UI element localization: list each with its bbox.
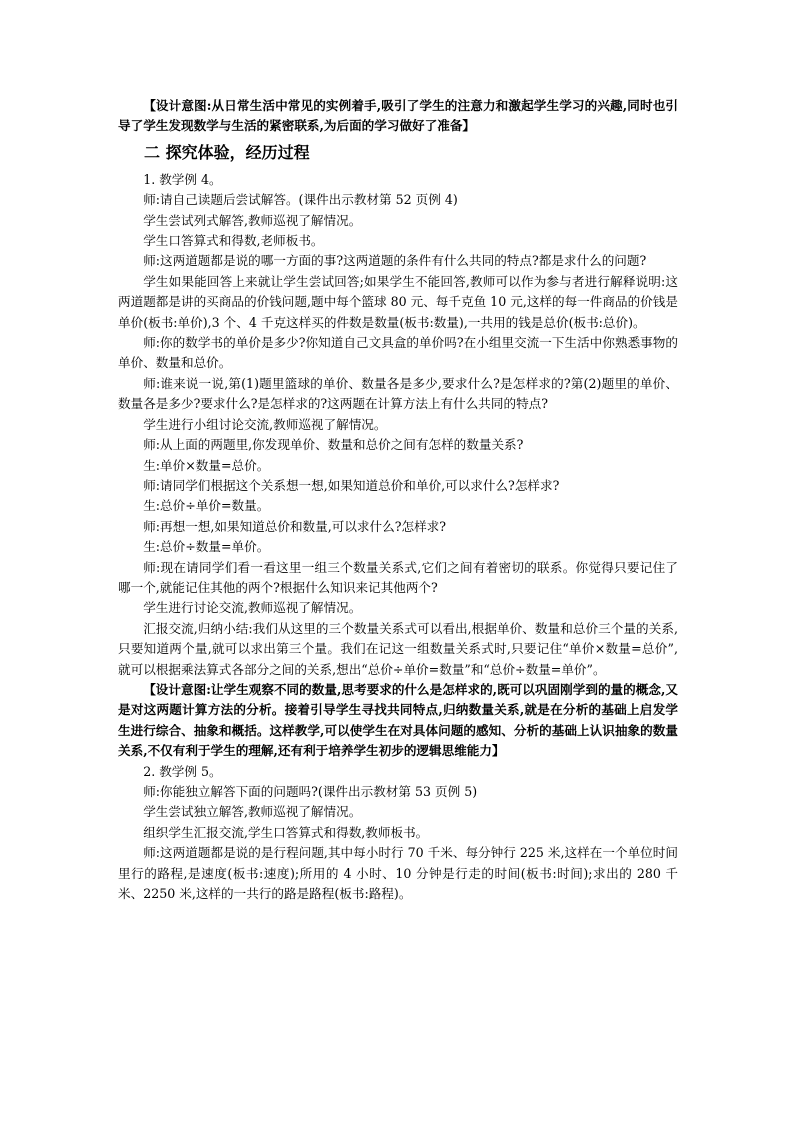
paragraph: 学生尝试独立解答,教师巡视了解情况。	[143, 804, 362, 820]
paragraph: 组织学生汇报交流,学生口答算式和得数,教师板书。	[143, 824, 429, 840]
paragraph: 师:这两道题都是说的是行程问题,其中每小时行 70 千米、每分钟行 225 米,这样在一个单位时间里行的路程,是速度(板书:速度);所用的 4 小时、10 分钟是行走的时间(板书:时间);求出的 280 千米、2250 米,这样的一共行的路是路程(板书:路程)。	[118, 845, 678, 902]
paragraph: 学生进行讨论交流,教师巡视了解情况。	[143, 600, 362, 616]
paragraph: 师:谁来说一说,第(1)题里篮球的单价、数量各是多少,要求什么?是怎样求的?第(2)题里的单价、数量各是多少?要求什么?是怎样求的?这两题在计算方法上有什么共同的特点?	[118, 375, 678, 412]
document-body	[118, 96, 678, 904]
example-4-title: 1. 教学例 4。	[143, 171, 222, 187]
paragraph: 师:再想一想,如果知道总价和数量,可以求什么?怎样求?	[143, 518, 447, 534]
design-intent-paragraph-1: 【设计意图:从日常生活中常见的实例着手,吸引了学生的注意力和激起学生学习的兴趣,同时也引导了学生发现数学与生活的紧密联系,为后面的学习做好了准备】	[118, 98, 678, 134]
paragraph: 生:总价÷数量=单价。	[143, 539, 270, 555]
design-intent-paragraph-2: 【设计意图:让学生观察不同的数量,思考要求的什么是怎样求的,既可以巩固刚学到的量的概念,又是对这两题计算方法的分析。接着引导学生寻找共同特点,归纳数量关系,就是在分析的基础上启发学生进行综合、抽象和概括。这样教学,可以使学生在对具体问题的感知、分析的基础上认识抽象的数量关系,不仅有利于学生的理解,还有利于培养学生初步的逻辑思维能力】	[118, 681, 678, 759]
paragraph: 学生进行小组讨论交流,教师巡视了解情况。	[143, 416, 387, 432]
paragraph: 学生如果能回答上来就让学生尝试回答;如果学生不能回答,教师可以作为参与者进行解释说明:这两道题都是讲的买商品的价钱问题,题中每个篮球 80 元、每千克鱼 10 元,这样的每一件商品的价钱是单价(板书:单价),3 个、4 千克这样买的件数是数量(板书:数量),一共用的钱是总价(板书:总价)。	[118, 273, 678, 330]
paragraph: 生:总价÷单价=数量。	[143, 498, 270, 514]
paragraph: 学生尝试列式解答,教师巡视了解情况。	[143, 212, 362, 228]
section-heading-2: 二 探究体验，经历过程	[144, 142, 310, 162]
paragraph: 师:现在请同学们看一看这里一组三个数量关系式,它们之间有着密切的联系。你觉得只要记住了哪一个,就能记住其他的两个?根据什么知识来记其他两个?	[118, 559, 678, 595]
paragraph: 学生口答算式和得数,老师板书。	[143, 233, 324, 249]
paragraph: 生:单价×数量=总价。	[143, 457, 270, 473]
paragraph: 师:你的数学书的单价是多少?你知道自己文具盒的单价吗?在小组里交流一下生活中你熟悉事物的单价、数量和总价。	[118, 335, 678, 371]
paragraph: 师:你能独立解答下面的问题吗?(课件出示教材第 53 页例 5)	[143, 784, 478, 799]
paragraph: 师:请自己读题后尝试解答。(课件出示教材第 52 页例 4)	[143, 192, 458, 208]
example-5-title: 2. 教学例 5。	[143, 763, 222, 779]
paragraph: 师:从上面的两题里,你发现单价、数量和总价之间有怎样的数量关系?	[143, 437, 524, 453]
paragraph: 师:这两道题都是说的哪一方面的事?这两道题的条件有什么共同的特点?都是求什么的问题?	[143, 253, 647, 269]
paragraph: 师:请同学们根据这个关系想一想,如果知道总价和单价,可以求什么?怎样求?	[143, 477, 560, 493]
paragraph: 汇报交流,归纳小结:我们从这里的三个数量关系式可以看出,根据单价、数量和总价三个量的关系,只要知道两个量,就可以求出第三个量。我们在记这一组数量关系式时,只要记住“单价×数量=总价”,就可以根据乘法算式各部分之间的关系,想出“总价÷单价=数量”和“总价÷数量=单价”。	[118, 620, 678, 677]
